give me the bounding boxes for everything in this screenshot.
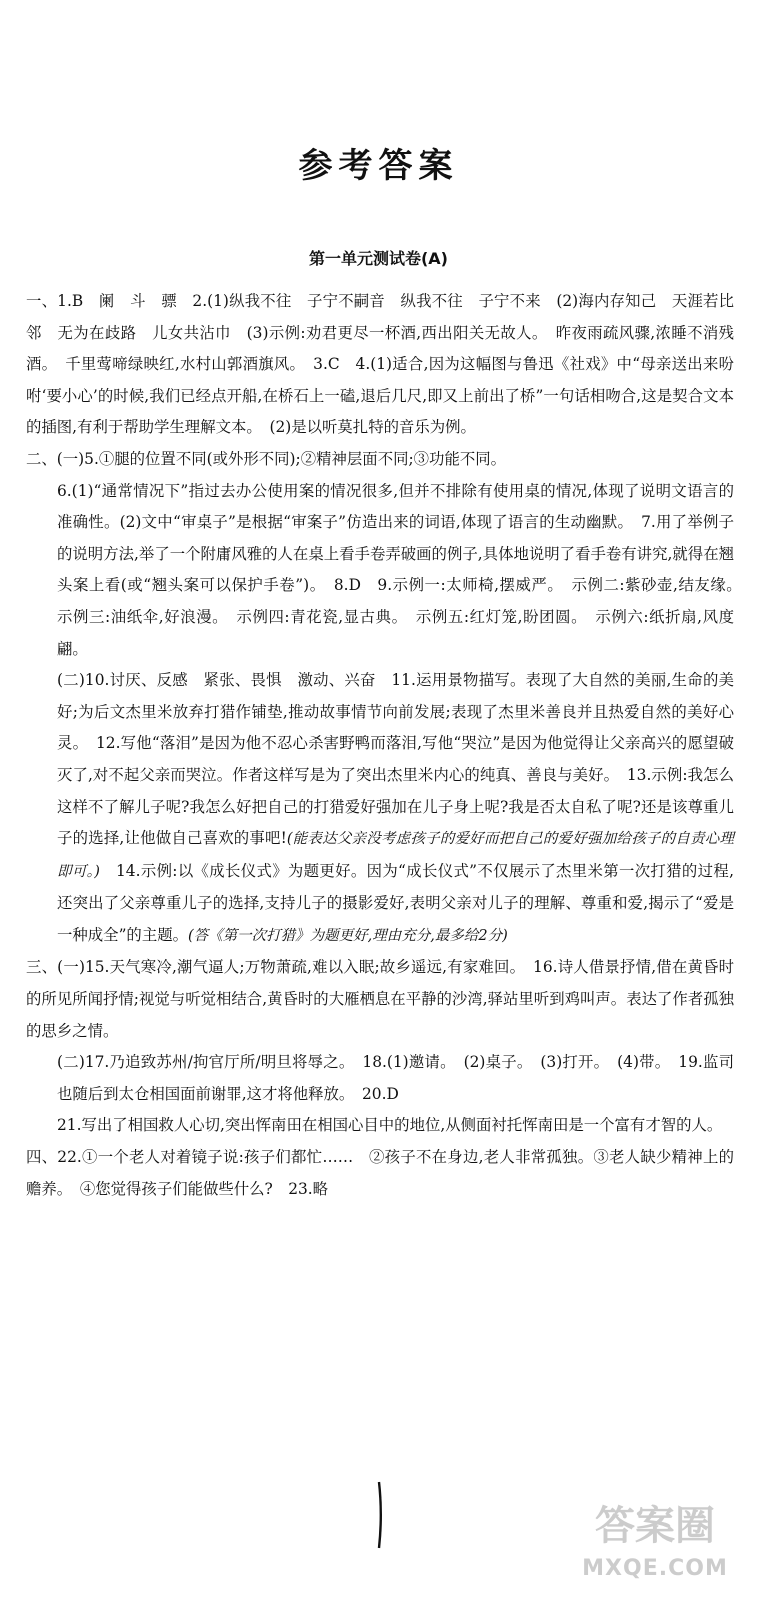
page-title: 参考答案 (298, 146, 459, 186)
unit-subtitle: 第一单元测试卷(A) (308, 249, 448, 268)
watermark-url: MXQE.COM (582, 1556, 728, 1581)
site-watermark (566, 1496, 744, 1586)
section-three-part-one: 三、(一)15.天气寒冷,潮气逼人;万物萧疏,难以入眠;故乡遥远,有家难回。 16.诗人借景抒情,借在黄昏时的所见所闻抒情;视觉与听觉相结合,黄昏时的大雁栖息在平静的沙湾,驿站里听到鸡叫声。表达了作者孤独的思乡之情。 (26, 958, 734, 1040)
watermark-logo-text: 答案圈 (595, 1503, 715, 1549)
section-one-answers: 一、1.B 阑 斗 骠 2.(1)纵我不往 子宁不嗣音 纵我不往 子宁不来 (2)海内存知己 天涯若比邻 无为在歧路 儿女共沾巾 (3)示例:劝君更尽一杯酒,西出阳关无故人。 昨夜雨疏风骤,浓睡不消残酒。 千里莺啼绿映红,水村山郭酒旗风。 3.C 4.(1)适合,因为这幅图与鲁迅《社戏》中“母亲送出来吩咐‘要小心’的时候,我们已经点开船,在桥石上一磕,退后几尺,即又上前出了桥”一句话相吻合,这是契合文本的插图,有利于帮助学生理解文本。 (2)是以听莫扎特的音乐为例。 (26, 292, 734, 437)
section-three-part-two: (二)17.乃追致苏州/拘官厅所/明旦将辱之。 18.(1)邀请。 (2)桌子。 (3)打开。 (4)带。 19.监司也随后到太仓相国面前谢罪,这才将他释放。 20.D (57, 1053, 734, 1103)
section-four-answers: 四、22.①一个老人对着镜子说:孩子们都忙…… ②孩子不在身边,老人非常孤独。③老人缺少精神上的赡养。 ④您觉得孩子们能做些什么? 23.略 (26, 1148, 734, 1198)
grading-note-q14: (答《第一次打猎》为题更好,理由充分,最多给2分) (188, 927, 508, 944)
section-two-part-one-q6-q9: 6.(1)“通常情况下”指过去办公使用案的情况很多,但并不排除有使用桌的情况,体现了说明文语言的准确性。(2)文中“审桌子”是根据“审案子”仿造出来的词语,体现了语言的生动幽默。 7.用了举例子的说明方法,举了一个附庸风雅的人在桌上看手卷弄破画的例子,具体地说明了看手卷有讲究,就得在翘头案上看(或“翘头案可以保护手卷”)。 8.D 9.示例一:太师椅,摆威严。 示例二:紫砂壶,结友缘。 示例三:油纸伞,好浪漫。 示例四:青花瓷,显古典。 示例五:红灯笼,盼团圆。 示例六:纸折扇,风度翩。 (57, 481, 750, 658)
section-two-part-two-q14: 14.示例:以《成长仪式》为题更好。因为“成长仪式”不仅展示了杰里米第一次打猎的过程,还突出了父亲尊重儿子的选择,支持儿子的摄影爱好,表明父亲对儿子的理解、尊重和爱,揭示了“爱是一种成全”的主题。 (57, 861, 734, 944)
section-three-q21: 21.写出了相国救人心切,突出恽南田在相国心目中的地位,从侧面衬托恽南田是一个富有才智的人。 (57, 1116, 723, 1135)
grading-note-q13: (能表达父亲没考虑孩子的爱好而把自己的爱好强加给孩子的自责心理即可。) (57, 831, 734, 880)
page-number-mark (373, 1480, 387, 1550)
answer-body (26, 286, 750, 1205)
section-two-part-two-main: (二)10.讨厌、反感 紧张、畏惧 激动、兴奋 11.运用景物描写。表现了大自然的美丽,生命的美好;为后文杰里米放弃打猎作铺垫,推动故事情节向前发展;表现了杰里米善良并且热爱自然的美好心灵。 12.写他“落泪”是因为他不忍心杀害野鸭而落泪,写他“哭泣”是因为他觉得让父亲高兴的愿望破灭了,对不起父亲而哭泣。作者这样写是为了突出杰里米内心的纯真、善良与美好。 13.示例:我怎么这样不了解儿子呢?我怎么好把自己的打猎爱好强加在儿子身上呢?我是否太自私了呢?还是该尊重儿子的选择,让他做自己喜欢的事吧! (57, 671, 734, 848)
section-two-part-two (26, 665, 734, 952)
section-two-part-one-q5: 二、(一)5.①腿的位置不同(或外形不同);②精神层面不同;③功能不同。 (26, 449, 507, 468)
